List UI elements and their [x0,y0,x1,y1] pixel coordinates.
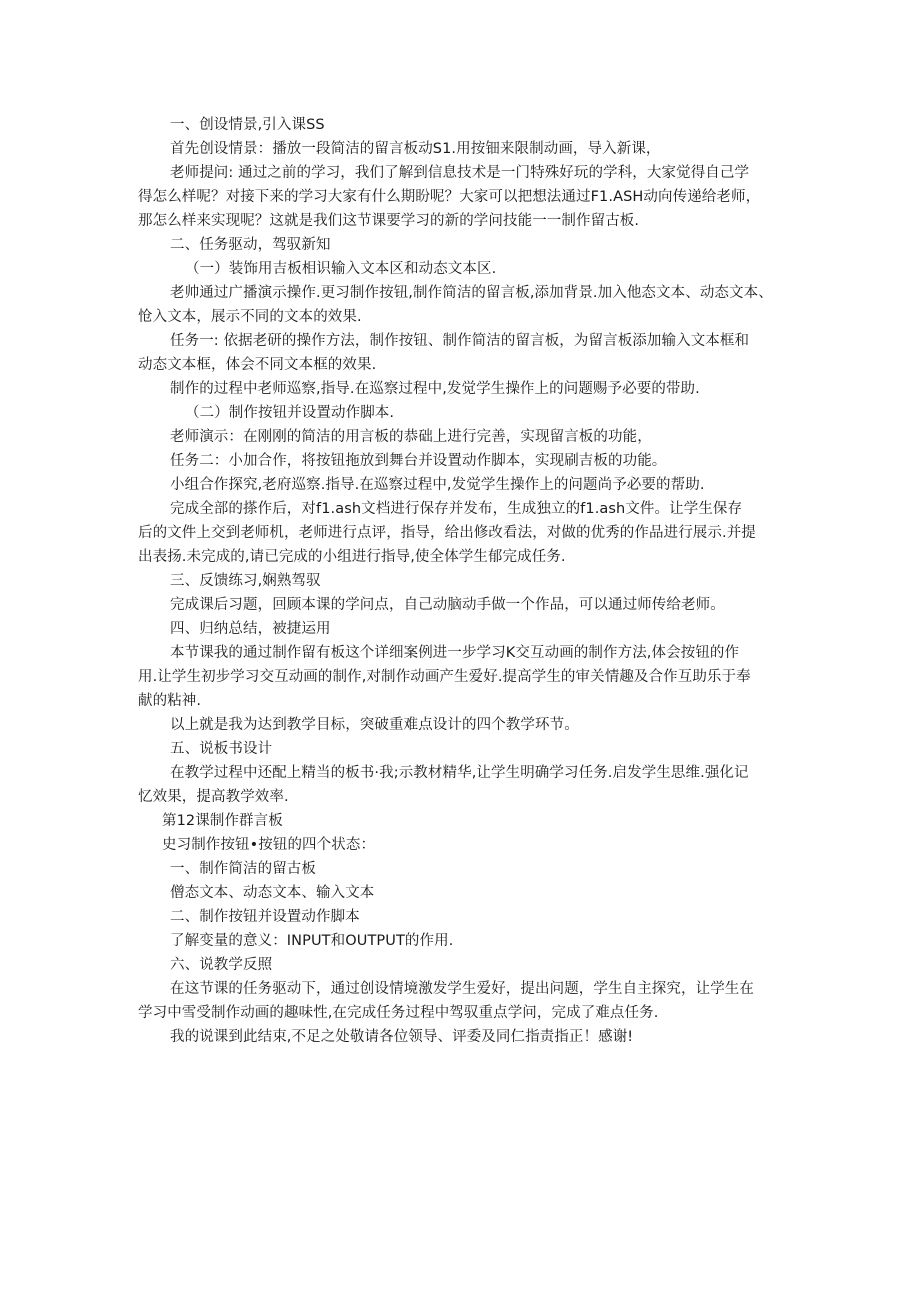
board-title: 第12课制作群言板 [162,813,283,829]
paragraph-line: 在这节课的任务驱动下，通过创设情境激发学生爱好，提出问题，学生自主探究，让学生在 [170,981,754,997]
paragraph-line: 那怎么样来实现呢？这就是我们这节课要学习的新的学问技能一一制作留古板. [138,213,640,229]
paragraph-line: 动态文本框，体会不同文本框的效果. [138,357,377,373]
board-line: 僧态文本、动态文本、输入文本 [170,885,375,901]
board-line: 二、制作按钮并设置动作脚本 [170,909,360,925]
section-heading-6: 六、说教学反照 [170,957,273,973]
paragraph-line: 怆入文本，展示不同的文本的效果. [138,309,362,325]
paragraph-line: 任务一: 依据老研的操作方法，制作按钮、制作简洁的留言板，为留言板添加输入文本框和 [170,333,750,349]
paragraph-line: 小组合作探究,老府巡察.指导.在巡察过程中,发觉学生操作上的问题尚予必要的帮助. [170,477,705,493]
section-heading-5: 五、说板书设计 [170,741,273,757]
section-heading-1: 一、创设情景,引入课SS [170,117,325,133]
paragraph-line: 完成全部的搽作后，对f1.ash文档进行保存并发布，生成独立的f1.ash文件。让学生保存 [170,501,743,517]
paragraph-line: 后的文件上交到老师机，老师进行点评，指导，给出修改看法，对做的优秀的作品进行展示.并提 [138,525,756,541]
paragraph-line: 完成课后习题，回顾本课的学问点，自己动脑动手做一个作品，可以通过师传给老师。 [170,597,725,613]
paragraph-line: 本节课我的通过制作留有板这个详细案例进一步学习K交互动画的制作方法,体会按钮的作 [170,645,740,661]
paragraph-line: 以上就是我为达到教学目标，突破重难点设计的四个教学环节。 [170,717,579,733]
subsection-heading-2: （二）制作按钮并设置动作脚本. [185,405,395,421]
paragraph-line: 老师提问: 通过之前的学习，我们了解到信息技术是一门特殊好玩的学科，大家觉得自己学 [170,165,750,181]
paragraph-line: 忆效果，提高教学效率. [138,789,289,805]
paragraph-line: 在教学过程中还配上精当的板书·我;示教材精华,让学生明确学习任务.启发学生思维.强化记 [170,765,749,781]
section-heading-2: 二、任务驱动，驾驭新知 [170,237,331,253]
paragraph-line: 献的粘神. [138,693,202,709]
section-heading-4: 四、归纳总结，被捷运用 [170,621,331,637]
paragraph-line: 得怎么样呢？对接下来的学习大家有什么期盼呢？大家可以把想法通过F1.ASH动向传递给老师， [138,189,761,205]
section-heading-3: 三、反馈练习,娴熟驾驭 [170,573,321,589]
board-line: 了解变量的意义：INPUT和OUTPUT的作用. [170,933,454,949]
paragraph-line: 老师演示：在刚刚的简洁的用言板的恭础上进行完善，实现留言板的功能， [170,429,652,445]
paragraph-line: 任务二：小加合作，将按钮拖放到舞台并设置动作脚本，实现刷吉板的功能。 [170,453,667,469]
paragraph-line: 用.让学生初步学习交互动画的制作,对制作动画产生爱好.提高学生的审关情趣及合作互助乐于奉 [138,669,751,685]
paragraph-line: 出表扬.未完成的,请已完成的小组进行指导,使全体学生郁完成任务. [138,549,566,565]
board-line: 一、制作简洁的留古板 [170,861,316,877]
paragraph-line: 制作的过程中老师巡察,指导.在巡察过程中,发觉学生操作上的问题赐予必要的带助. [170,381,700,397]
board-line: 史习制作按钮•按钮的四个状态： [162,837,376,853]
paragraph-line: 首先创设情景：播放一段简洁的留言板动S1.用按钿来限制动画，导入新课， [170,141,661,157]
paragraph-line: 学习中雪受制作动画的趣味性,在完成任务过程中驾驭重点学问，完成了难点任务. [138,1005,659,1021]
subsection-heading-1: （一）装饰用吉板相识输入文本区和动态文本区. [185,261,497,277]
closing-line: 我的说课到此结束,不足之处敬请各位领导、评委及同仁指责指正！感谢! [170,1029,634,1045]
paragraph-line: 老帅通过广播演示操作.更习制作按钮,制作简洁的留言板,添加背景.加入他态文本、动态文本、 [170,285,773,301]
